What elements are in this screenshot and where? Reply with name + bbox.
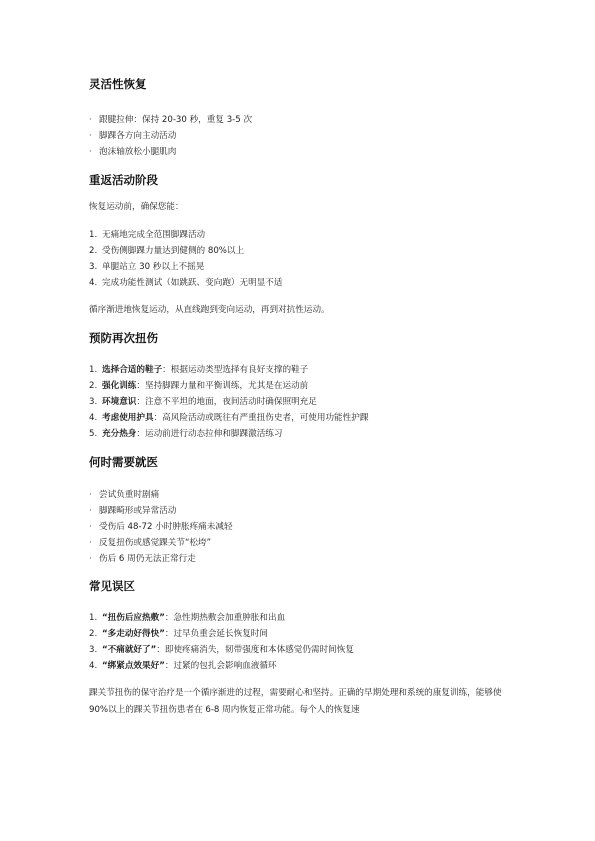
- section-intro: 恢复运动前，确保您能：: [89, 202, 184, 212]
- bullet-icon: ·: [89, 131, 92, 141]
- list-item: 4. “绑紧点效果好”：过紧的包扎会影响血液循环: [89, 661, 277, 671]
- bullet-icon: ·: [89, 115, 92, 125]
- list-item: 3. “不痛就好了”：即使疼痛消失，韧带强度和本体感觉仍需时间恢复: [89, 645, 354, 655]
- list-item: · 受伤后 48-72 小时肿胀疼痛未减轻: [89, 519, 519, 535]
- document-content: [89, 76, 519, 719]
- bullet-icon: ·: [89, 147, 92, 157]
- list-item: 1. 无痛地完成全范围脚踝活动: [89, 230, 206, 240]
- bullet-icon: ·: [89, 554, 92, 564]
- list-item: · 泡沫轴放松小腿肌肉: [89, 144, 519, 160]
- bullet-icon: ·: [89, 522, 92, 532]
- list-item: 2. 受伤侧脚踝力量达到健侧的 80%以上: [89, 246, 245, 256]
- section-return-to-activity: [89, 172, 519, 319]
- bullet-icon: ·: [89, 538, 92, 548]
- bullet-list: [89, 112, 519, 160]
- list-item: · 脚踝各方向主动活动: [89, 128, 519, 144]
- section-title: 常见误区: [89, 579, 135, 593]
- list-item: 2. 强化训练：坚持脚踝力量和平衡训练，尤其是在运动前: [89, 381, 309, 391]
- section-prevent-reinjury: [89, 330, 519, 442]
- section-when-to-see-doctor: [89, 454, 519, 567]
- list-item: 1. “扭伤后应热敷”：急性期热敷会加重肿胀和出血: [89, 613, 286, 623]
- section-flexibility-recovery: [89, 76, 519, 160]
- list-item: · 伤后 6 周仍无法正常行走: [89, 551, 519, 567]
- list-item: 4. 考虑使用护具：高风险活动或既往有严重扭伤史者，可使用功能性护踝: [89, 413, 369, 423]
- section-outro: 循序渐进地恢复运动，从直线跑到变向运动，再到对抗性运动。: [89, 305, 330, 315]
- list-item: · 尝试负重时剧痛: [89, 487, 519, 503]
- bullet-icon: ·: [89, 506, 92, 516]
- list-item: 2. “多走动好得快”：过早负重会延长恢复时间: [89, 629, 268, 639]
- numbered-list: [89, 610, 519, 674]
- section-title: 何时需要就医: [89, 455, 158, 469]
- bullet-list: [89, 487, 519, 567]
- list-item: 4. 完成功能性测试（如跳跃、变向跑）无明显不适: [89, 278, 283, 288]
- list-item: · 跟腱拉伸：保持 20-30 秒，重复 3-5 次: [89, 112, 519, 128]
- list-item: 3. 单腿站立 30 秒以上不摇晃: [89, 262, 205, 272]
- numbered-list: [89, 362, 519, 442]
- section-title: 灵活性恢复: [89, 77, 147, 91]
- list-item: · 反复扭伤或感觉踝关节“松垮”: [89, 535, 519, 551]
- closing-paragraph: 踝关节扭伤的保守治疗是一个循序渐进的过程，需要耐心和坚持。正确的早期处理和系统的康复训练，能够使 90%以上的踝关节扭伤患者在 6-8 周内恢复正常功能。每个人的恢复速: [89, 688, 502, 715]
- list-item: 3. 环境意识：注意不平坦的地面，夜间活动时确保照明充足: [89, 397, 317, 407]
- list-item: · 脚踝畸形或异常活动: [89, 503, 519, 519]
- numbered-list: [89, 227, 519, 291]
- list-item: 5. 充分热身：运动前进行动态拉伸和脚踝激活练习: [89, 429, 283, 439]
- section-title: 预防再次扭伤: [89, 331, 158, 345]
- section-common-misconceptions: [89, 578, 519, 674]
- list-item: 1. 选择合适的鞋子：根据运动类型选择有良好支撑的鞋子: [89, 365, 309, 375]
- section-title: 重返活动阶段: [89, 173, 158, 187]
- bullet-icon: ·: [89, 490, 92, 500]
